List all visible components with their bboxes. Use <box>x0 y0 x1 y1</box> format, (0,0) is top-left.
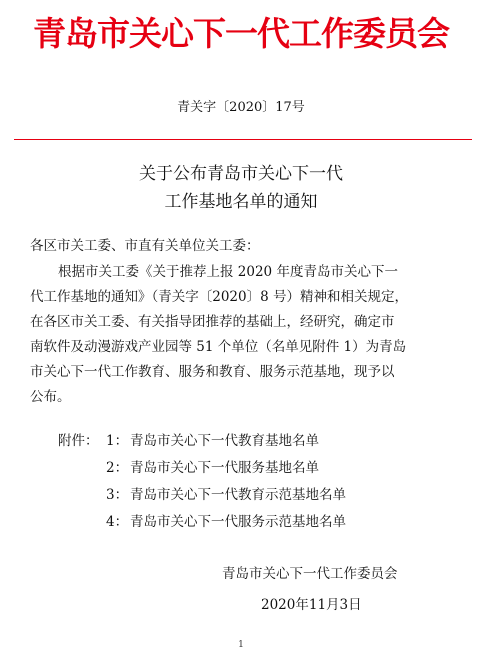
issue-date: 2020年11月3日 <box>261 597 362 613</box>
attachment-number: 4： <box>106 514 129 530</box>
paragraph-line: 公布。 <box>30 389 71 405</box>
attachments-label: 附件： <box>58 433 99 449</box>
attachment-item <box>58 455 346 482</box>
document-number: 青关字〔2020〕17号 <box>177 100 305 115</box>
salutation: 各区市关工委、市直有关单位关工委： <box>30 238 260 254</box>
attachment-number: 1： <box>106 433 129 449</box>
attachment-title: 青岛市关心下一代教育示范基地名单 <box>130 487 346 503</box>
attachment-title: 青岛市关心下一代教育基地名单 <box>130 433 319 449</box>
document-title-line-1: 关于公布青岛市关心下一代 <box>139 164 343 184</box>
paragraph-line: 代工作基地的通知》（青关字〔2020〕8 号）精神和相关规定， <box>30 289 408 305</box>
paragraph-line: 市关心下一代工作教育、服务和教育、服务示范基地，现予以 <box>30 364 395 380</box>
document-title <box>0 160 482 216</box>
document-title-line-2: 工作基地名单的通知 <box>164 192 318 212</box>
paragraph-line: 根据市关工委《关于推荐上报 2020 年度青岛市关心下一 <box>58 264 398 280</box>
paragraph-line: 南软件及动漫游戏产业园等 51 个单位（名单见附件 1）为青岛 <box>30 339 407 355</box>
attachment-item <box>58 509 346 536</box>
paragraph-line: 在各区市关工委、有关指导团推荐的基础上，经研究，确定市 <box>30 314 395 330</box>
attachment-title: 青岛市关心下一代服务基地名单 <box>130 460 319 476</box>
red-divider-line <box>14 139 472 140</box>
attachment-title: 青岛市关心下一代服务示范基地名单 <box>130 514 346 530</box>
page-number: 1 <box>238 640 244 650</box>
attachments-list <box>58 428 346 536</box>
attachment-item <box>58 428 346 455</box>
body-paragraph <box>30 260 460 410</box>
attachment-number: 3： <box>106 487 129 503</box>
masthead-organization: 青岛市关心下一代工作委员会 <box>33 14 449 53</box>
signer-organization: 青岛市关心下一代工作委员会 <box>222 566 398 582</box>
attachment-item <box>58 482 346 509</box>
attachment-number: 2： <box>106 460 129 476</box>
